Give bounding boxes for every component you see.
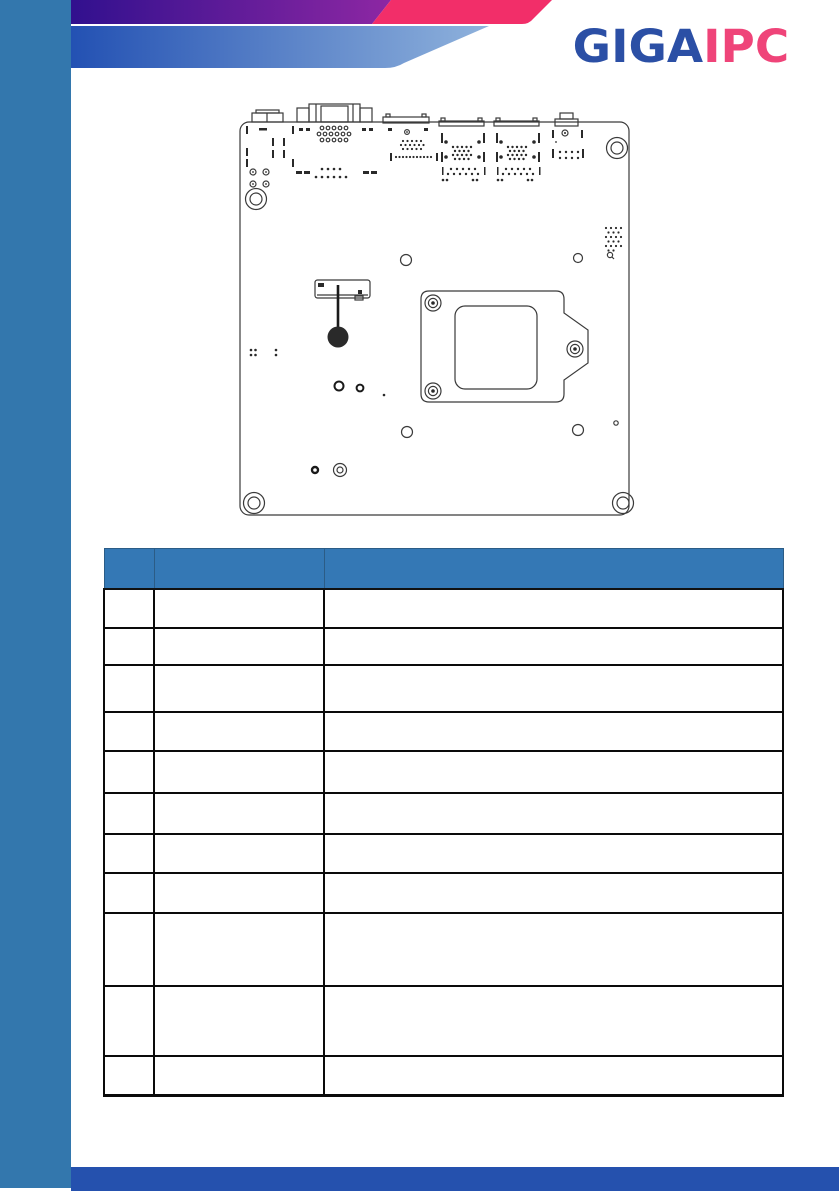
table-cell <box>324 589 783 628</box>
table-row <box>104 628 783 665</box>
table-row <box>104 665 783 712</box>
brand-logo <box>572 20 789 73</box>
table-row <box>104 913 783 986</box>
table-cell <box>324 751 783 793</box>
lga-socket-backplate <box>421 291 588 402</box>
left-accent-bar <box>0 0 71 1188</box>
table-cell <box>104 589 154 628</box>
table-cell <box>154 628 324 665</box>
table-row <box>104 712 783 751</box>
table-row <box>104 986 783 1056</box>
table-cell <box>104 751 154 793</box>
blue-band <box>71 26 489 68</box>
table-cell <box>324 628 783 665</box>
page-footer-bar <box>71 1167 839 1191</box>
brand-logo-giga: GIGA <box>572 20 703 73</box>
table-cell <box>324 793 783 834</box>
table-cell <box>104 665 154 712</box>
table-cell <box>154 986 324 1056</box>
table-cell <box>324 913 783 986</box>
table-cell <box>154 665 324 712</box>
table-row <box>104 1056 783 1096</box>
table-cell <box>104 1056 154 1096</box>
brand-logo-ipc: IPC <box>702 20 789 73</box>
io-description-table <box>103 548 784 1097</box>
table-cell <box>324 1056 783 1096</box>
table-cell <box>154 793 324 834</box>
table-cell <box>104 873 154 913</box>
table-cell <box>104 628 154 665</box>
table-cell <box>154 873 324 913</box>
vga-connector <box>297 104 372 122</box>
table-cell <box>104 712 154 751</box>
audio-jack-connector <box>252 110 283 122</box>
table-row <box>104 793 783 834</box>
table-cell <box>324 712 783 751</box>
table-header-row <box>104 549 783 589</box>
table-cell <box>154 712 324 751</box>
table-cell <box>104 834 154 873</box>
table-row <box>104 589 783 628</box>
table-cell <box>154 589 324 628</box>
table-cell <box>154 751 324 793</box>
purple-band <box>71 0 391 24</box>
table-cell <box>104 793 154 834</box>
table-cell <box>324 986 783 1056</box>
table-cell <box>324 873 783 913</box>
m2-connector <box>315 280 370 300</box>
table-row <box>104 834 783 873</box>
table-cell <box>104 913 154 986</box>
table-row <box>104 751 783 793</box>
table-header-no <box>104 549 154 589</box>
table-header-item <box>154 549 324 589</box>
table-header-description <box>324 549 783 589</box>
table-cell <box>324 665 783 712</box>
table-cell <box>104 986 154 1056</box>
table-cell <box>154 1056 324 1096</box>
pink-band <box>372 0 552 24</box>
table-cell <box>154 913 324 986</box>
motherboard-diagram <box>228 95 642 527</box>
table-row <box>104 873 783 913</box>
coin-battery <box>328 327 349 348</box>
table-cell <box>154 834 324 873</box>
table-cell <box>324 834 783 873</box>
